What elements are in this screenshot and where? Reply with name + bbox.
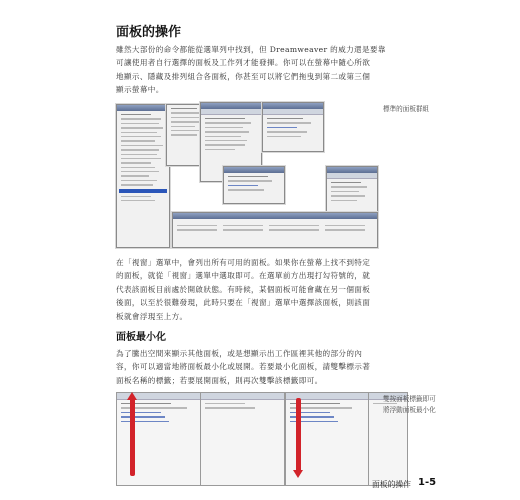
panel-expanded-screenshot bbox=[116, 392, 201, 486]
files-panel-screenshot bbox=[262, 102, 324, 152]
figure-caption-panel-groups: 標準的面板群組 bbox=[383, 105, 430, 113]
paragraph-line: 後面，以至於很難發現，此時只要在「視窗」選單中選擇該面板，則該面 bbox=[116, 298, 371, 308]
figure-panel-groups bbox=[116, 100, 376, 248]
paragraph-line: 為了騰出空間來顯示其他面板，或是想顯示出工作區裡其他的部分的內 bbox=[116, 349, 363, 358]
section-heading-panel-operations: 面板的操作 bbox=[116, 25, 182, 40]
paragraph-line: 代表該面板目前處於開啟狀態。有時候，某個面板可能會藏在另一個面板 bbox=[116, 284, 371, 294]
paragraph-line: 在「視窗」選單中，會列出所有可用的面板。如果你在螢幕上找不到特定 bbox=[116, 258, 371, 267]
window-menu-paragraph bbox=[116, 256, 406, 323]
intro-paragraph bbox=[116, 43, 406, 97]
figure-caption-minimize bbox=[383, 394, 436, 416]
minimize-paragraph bbox=[116, 347, 406, 387]
window-menu-screenshot bbox=[116, 104, 170, 248]
paragraph-line: 顯示螢幕中。 bbox=[116, 85, 164, 95]
paragraph-line: 板就會浮現至上方。 bbox=[116, 311, 188, 321]
collapse-arrow bbox=[130, 398, 135, 476]
arrow-head-up bbox=[127, 392, 137, 400]
floating-panel-screenshot bbox=[223, 166, 285, 204]
paragraph-line: 地顯示、隱藏及排列組合各面板，你甚至可以將它們拖曳到第二或第三個 bbox=[116, 71, 371, 81]
page-number: 1-5 bbox=[418, 477, 437, 488]
paragraph-line: 可讓使用者自行選擇的面板及工作列才能發揮。你可以在螢幕中隨心所欲 bbox=[116, 58, 371, 68]
footer-section-title: 面板的操作 bbox=[372, 480, 411, 489]
paragraph-line: 的面板，就從「視窗」選單中選取即可。在選單前方出現打勾符號的，就 bbox=[116, 271, 371, 281]
properties-panel-screenshot bbox=[172, 212, 378, 248]
paragraph-line: 雖然大部份的命令都能從選單列中找到，但 Dreamweaver 的威力還是要靠 bbox=[116, 45, 386, 54]
caption-line: 雙按面板標籤即可 bbox=[383, 395, 436, 403]
arrow-head-down bbox=[293, 470, 303, 478]
section-heading-minimize-panels: 面板最小化 bbox=[116, 332, 166, 343]
paragraph-line: 容，你可以適當地將面板最小化或展開。若要最小化面板，請雙擊標示著 bbox=[116, 362, 371, 372]
caption-line: 將浮動面板最小化 bbox=[383, 406, 436, 414]
paragraph-line: 面板名稱的標籤；若要展開面板，則再次雙擊該標籤即可。 bbox=[116, 375, 323, 385]
panel-expanded-screenshot-2 bbox=[200, 392, 285, 486]
expand-arrow bbox=[296, 398, 301, 472]
